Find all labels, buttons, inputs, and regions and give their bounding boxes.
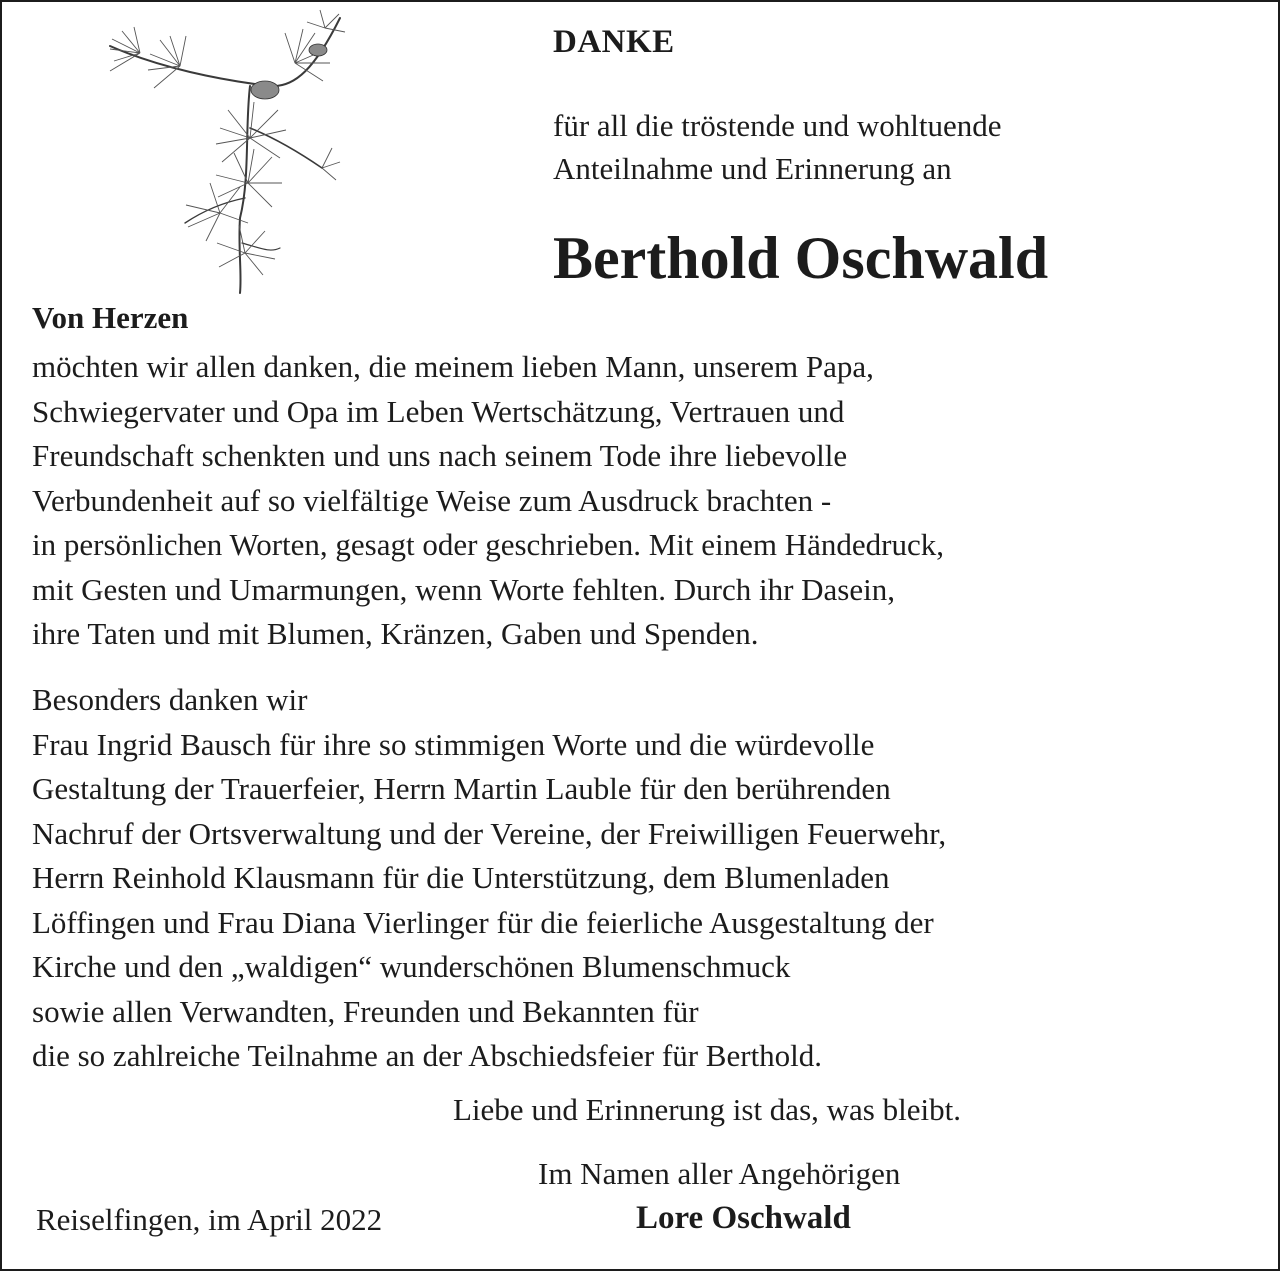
paragraph-line: Kirche und den „waldigen“ wunderschönen Blumenschmuck [32,949,791,984]
intro-line: für all die tröstende und wohltuende [553,108,1002,143]
intro-line: Anteilnahme und Erinnerung an [553,151,952,186]
thanks-heading: DANKE [553,24,675,60]
signer-name: Lore Oschwald [636,1200,851,1236]
paragraph-line: in persönlichen Worten, gesagt oder geschrieben. Mit einem Händedruck, [32,527,945,562]
paragraph-line: Schwiegervater und Opa im Leben Wertschätzung, Vertrauen und [32,393,845,429]
paragraph-line: mit Gesten und Umarmungen, wenn Worte fehlten. Durch ihr Dasein, [32,571,895,607]
place-date: Reiselfingen, im April 2022 [36,1202,383,1237]
greeting: Von Herzen [32,300,189,335]
paragraph-line: Freundschaft schenkten und uns nach seinem Tode ihre liebevolle [32,438,848,473]
paragraph-line: ihre Taten und mit Blumen, Kränzen, Gaben und Spenden. [32,616,759,651]
paragraph-line: Frau Ingrid Bausch für ihre so stimmigen Worte und die würdevolle [32,726,875,762]
special-thanks-paragraph [32,678,946,1079]
thanks-paragraph [32,345,944,657]
closing-quote: Liebe und Erinnerung ist das, was bleibt. [453,1092,961,1127]
paragraph-line: die so zahlreiche Teilnahme an der Abschiedsfeier für Berthold. [32,1038,823,1073]
paragraph-line: Besonders danken wir [32,682,308,717]
paragraph-line: Verbundenheit auf so vielfältige Weise zum Ausdruck brachten - [32,482,832,518]
intro-text [553,104,1002,190]
paragraph-line: Nachruf der Ortsverwaltung und der Vereine, der Freiwilligen Feuerwehr, [32,815,947,851]
paragraph-line: Herrn Reinhold Klausmann für die Unterstützung, dem Blumenladen [32,860,890,895]
paragraph-line: Löffingen und Frau Diana Vierlinger für die feierliche Ausgestaltung der [32,904,934,940]
larch-branch-illustration [100,8,350,298]
deceased-name: Berthold Oschwald [553,225,1049,291]
paragraph-line: sowie allen Verwandten, Freunden und Bekannten für [32,993,699,1029]
on-behalf-line: Im Namen aller Angehörigen [538,1156,901,1191]
paragraph-line: möchten wir allen danken, die meinem lieben Mann, unserem Papa, [32,349,874,384]
paragraph-line: Gestaltung der Trauerfeier, Herrn Martin Lauble für den berührenden [32,771,891,806]
